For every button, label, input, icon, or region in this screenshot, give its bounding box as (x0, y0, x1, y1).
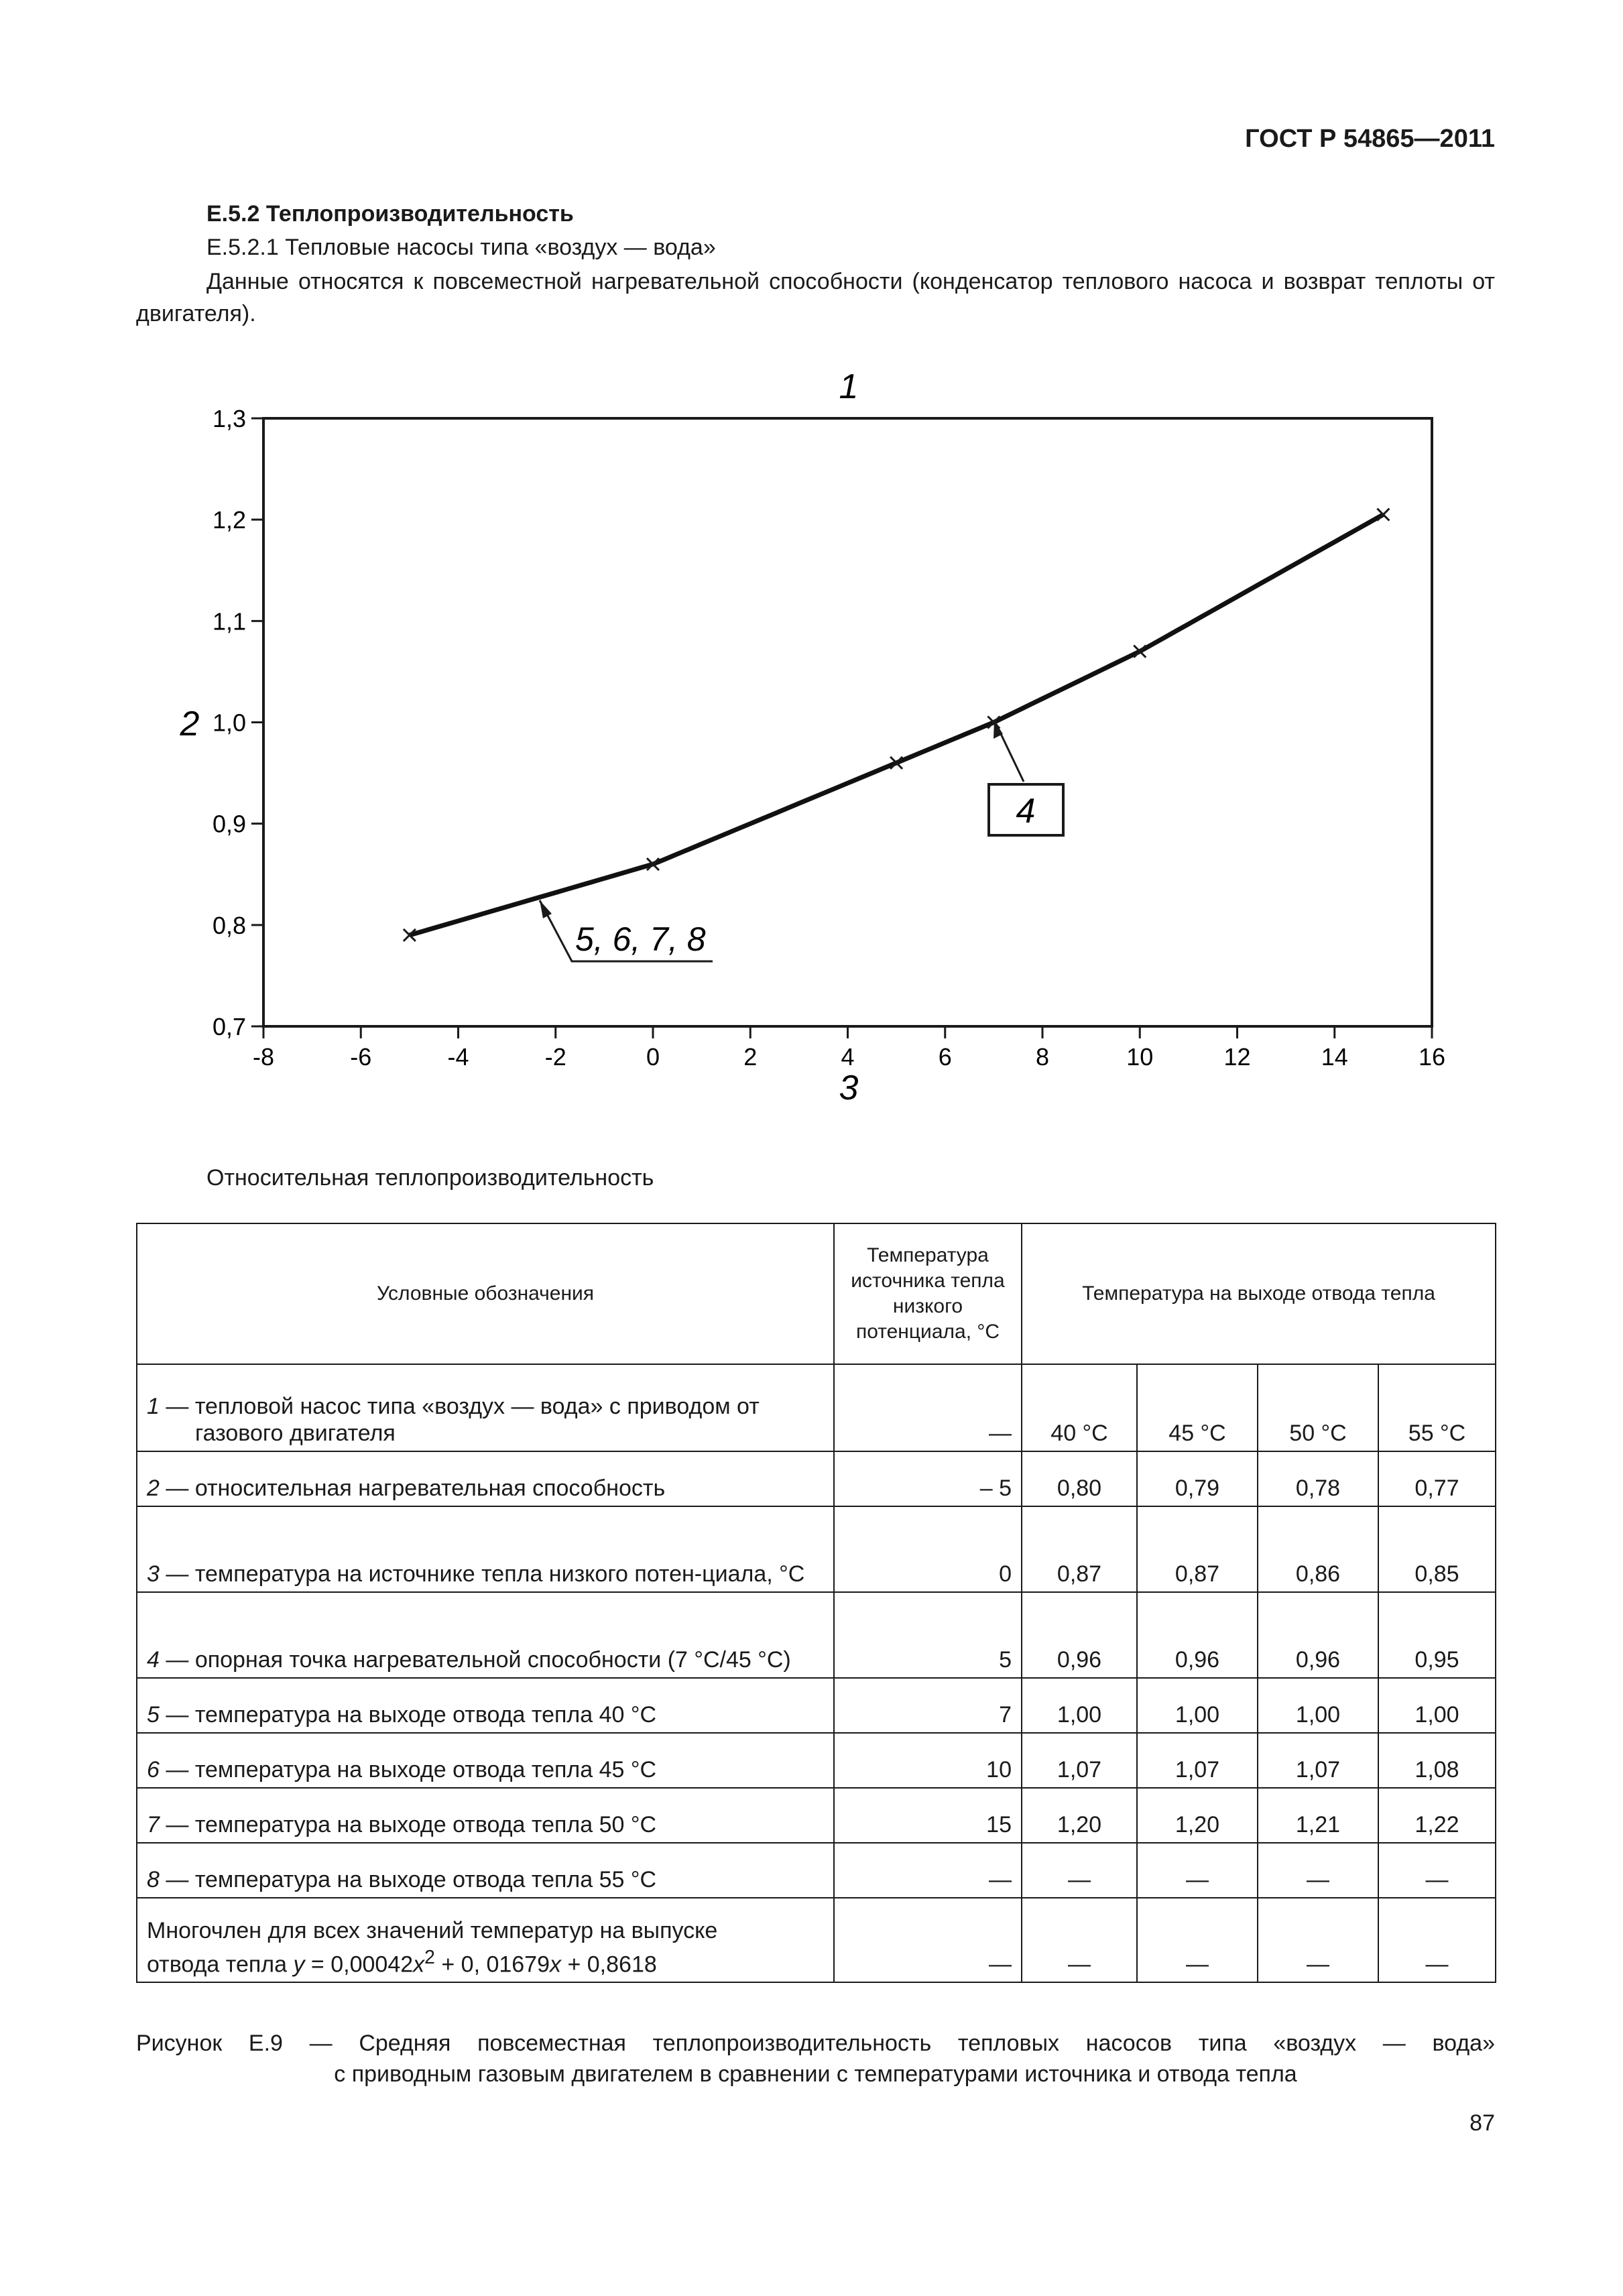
table-cell: 1,00 (1258, 1678, 1378, 1733)
x-tick-label: 16 (1418, 1043, 1446, 1071)
row-label-text: — тепловой насос типа «воздух — вода» с приводом от газового двигателя (159, 1394, 760, 1446)
table-cell: 55 °C (1378, 1364, 1496, 1451)
figure-caption (136, 2028, 1495, 2090)
row-legend (137, 1592, 834, 1678)
plot-frame (263, 418, 1432, 1026)
y-tick-label: 0,9 (212, 810, 246, 838)
table-cell: 0,80 (1022, 1451, 1137, 1506)
y-tick-label: 1,1 (212, 607, 246, 636)
table-cell: — (1378, 1898, 1496, 1982)
table-cell: 0,96 (1022, 1592, 1137, 1678)
row-label-number: 4 (147, 1647, 160, 1673)
row-legend (137, 1788, 834, 1843)
table-cell: 0,96 (1137, 1592, 1258, 1678)
x-tick-label: 0 (646, 1043, 660, 1071)
table-cell: 15 (834, 1788, 1022, 1843)
x-tick-label: 6 (938, 1043, 952, 1071)
table-cell: — (1022, 1843, 1137, 1898)
row-label-text: — температура на источнике тепла низкого потен-циала, °C (159, 1561, 805, 1587)
row-label-number: 6 (147, 1757, 160, 1783)
row-label-number: 2 (147, 1475, 160, 1501)
table-cell: 1,20 (1137, 1788, 1258, 1843)
table-cell: — (1022, 1898, 1137, 1982)
table-cell: 0,86 (1258, 1506, 1378, 1592)
intro-paragraph: Данные относятся к повсеместной нагревательной способности (конденсатор теплового насоса и возврат теплоты от двигателя). (136, 269, 1495, 326)
table-caption: Относительная теплопроизводительность (206, 1165, 654, 1191)
table-cell: 40 °C (1022, 1364, 1137, 1451)
x-tick-label: -4 (447, 1043, 469, 1071)
series-line (410, 515, 1383, 935)
table-row (137, 1506, 1496, 1592)
row-label-number: 7 (147, 1812, 160, 1837)
table-cell: — (1137, 1898, 1258, 1982)
table-cell: 0,87 (1137, 1506, 1258, 1592)
y-axis-ticks (213, 405, 263, 1040)
polynomial-x: x (413, 1951, 425, 1977)
table-cell: 1,07 (1022, 1733, 1137, 1788)
table-cell: 0,79 (1137, 1451, 1258, 1506)
row-label-text: — температура на выходе отвода тепла 40 °C (159, 1702, 657, 1728)
x-tick-label: 2 (743, 1043, 758, 1071)
heating-capacity-chart (0, 0, 1623, 1140)
table-cell: 1,22 (1378, 1788, 1496, 1843)
y-axis-label: 2 (180, 705, 200, 743)
row-label-number: 8 (147, 1867, 160, 1892)
y-tick-label: 0,7 (212, 1013, 246, 1040)
polynomial-line1: Многочлен для всех значений температур на выпуске (147, 1917, 718, 1943)
table-cell: — (1378, 1843, 1496, 1898)
polynomial-row (137, 1898, 1496, 1982)
callout-series-arrowhead (540, 900, 552, 918)
data-point-markers (404, 509, 1390, 941)
table-row (137, 1678, 1496, 1733)
x-axis-label: 3 (839, 1069, 859, 1107)
table-cell: 0,95 (1378, 1592, 1496, 1678)
x-tick-label: -8 (252, 1043, 275, 1071)
table-row (137, 1843, 1496, 1898)
table-cell: 1,07 (1137, 1733, 1258, 1788)
table-cell: — (834, 1364, 1022, 1451)
table-header-row (137, 1223, 1496, 1364)
polynomial-coef-a: = 0,00042 (304, 1951, 414, 1977)
table-cell: 1,20 (1022, 1788, 1137, 1843)
x-tick-label: 14 (1321, 1043, 1348, 1071)
x-tick-label: 4 (841, 1043, 855, 1071)
row-label-text: — относительная нагревательная способность (159, 1475, 666, 1501)
table-cell: 0,96 (1258, 1592, 1378, 1678)
table-cell: 5 (834, 1592, 1022, 1678)
table-cell: 1,21 (1258, 1788, 1378, 1843)
capacity-table (136, 1223, 1496, 1983)
y-tick-label: 1,0 (212, 709, 246, 737)
table-row (137, 1451, 1496, 1506)
polynomial-coef-b: + 0, 01679 (434, 1951, 550, 1977)
table-cell: 1,00 (1022, 1678, 1137, 1733)
table-cell: — (1258, 1843, 1378, 1898)
table-cell: 1,00 (1378, 1678, 1496, 1733)
polynomial-text (137, 1898, 834, 1982)
row-label-text: — температура на выходе отвода тепла 50 °C (159, 1812, 657, 1837)
row-legend (137, 1506, 834, 1592)
header-legend: Условные обозначения (137, 1223, 834, 1364)
row-legend (137, 1364, 834, 1451)
table-cell: 0 (834, 1506, 1022, 1592)
table-cell: 0,85 (1378, 1506, 1496, 1592)
table-cell: 10 (834, 1733, 1022, 1788)
callout-4-label: 4 (1016, 792, 1036, 831)
polynomial-y: y (293, 1951, 305, 1977)
row-label-number: 1 (147, 1394, 160, 1419)
x-tick-label: 8 (1035, 1043, 1050, 1071)
header-source-temp: Температура источника тепла низкого потенциала, °C (834, 1223, 1022, 1364)
standard-header: ГОСТ Р 54865—2011 (1245, 125, 1495, 153)
polynomial-exponent: 2 (424, 1946, 435, 1968)
subsection-heading: Е.5.2.1 Тепловые насосы типа «воздух — вода» (206, 235, 716, 260)
figure-caption-line1: Рисунок Е.9 — Средняя повсеместная теплопроизводительность тепловых насосов типа «воздух — вода» (136, 2031, 1495, 2056)
page-number: 87 (1469, 2110, 1495, 2136)
row-legend (137, 1733, 834, 1788)
table-cell: — (834, 1898, 1022, 1982)
table-row (137, 1733, 1496, 1788)
polynomial-prefix: отвода тепла (147, 1951, 294, 1977)
table-cell: 7 (834, 1678, 1022, 1733)
row-label-number: 5 (147, 1702, 160, 1728)
table-cell: 0,77 (1378, 1451, 1496, 1506)
table-row (137, 1788, 1496, 1843)
row-label-text: — температура на выходе отвода тепла 45 °C (159, 1757, 657, 1783)
table-cell: 45 °C (1137, 1364, 1258, 1451)
callout-series-label: 5, 6, 7, 8 (575, 920, 706, 958)
row-label-text: — опорная точка нагревательной способности (7 °C/45 °C) (159, 1647, 791, 1673)
table-cell: 1,00 (1137, 1678, 1258, 1733)
table-cell: 50 °C (1258, 1364, 1378, 1451)
table-cell: 0,78 (1258, 1451, 1378, 1506)
row-legend (137, 1678, 834, 1733)
row-legend (137, 1843, 834, 1898)
figure-caption-line2: с приводным газовым двигателем в сравнении с температурами источника и отвода тепла (334, 2061, 1297, 2087)
row-label-text: — температура на выходе отвода тепла 55 °C (159, 1867, 657, 1892)
table-cell: — (1258, 1898, 1378, 1982)
table-cell: 0,87 (1022, 1506, 1137, 1592)
x-tick-label: -2 (544, 1043, 566, 1071)
row-legend (137, 1451, 834, 1506)
polynomial-x: x (550, 1951, 562, 1977)
chart-title-label: 1 (839, 367, 859, 406)
polynomial-coef-c: + 0,8618 (561, 1951, 657, 1977)
y-tick-label: 1,3 (212, 405, 246, 432)
x-axis-ticks (253, 1026, 1445, 1071)
table-row (137, 1592, 1496, 1678)
x-tick-label: -6 (350, 1043, 372, 1071)
table-cell: — (834, 1843, 1022, 1898)
section-heading: Е.5.2 Теплопроизводительность (206, 201, 574, 227)
y-tick-label: 0,8 (212, 911, 246, 939)
table-row (137, 1364, 1496, 1451)
header-sink-temp: Температура на выходе отвода тепла (1022, 1223, 1496, 1364)
y-tick-label: 1,2 (212, 506, 246, 534)
x-tick-label: 12 (1223, 1043, 1251, 1071)
table-cell: 1,07 (1258, 1733, 1378, 1788)
table-cell: 1,08 (1378, 1733, 1496, 1788)
row-label-number: 3 (147, 1561, 160, 1587)
x-tick-label: 10 (1126, 1043, 1154, 1071)
table-cell: – 5 (834, 1451, 1022, 1506)
table-cell: — (1137, 1843, 1258, 1898)
